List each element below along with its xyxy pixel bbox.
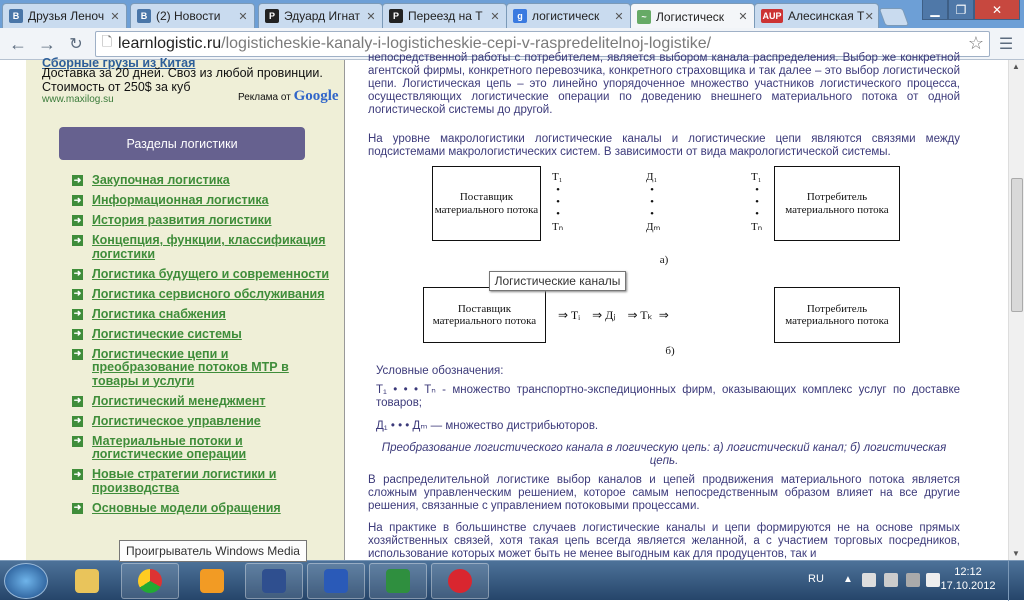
battery-icon[interactable] (906, 573, 920, 587)
tray-app-icon[interactable] (862, 573, 876, 587)
sidebar-item-label: Логистика снабжения (92, 306, 226, 321)
tab-7[interactable] (754, 3, 879, 28)
arrow-icon: ➜ (73, 308, 82, 319)
paragraph: В распределительной логистике выбор каналов и цепей продвижения материального потока является сложным управленческим решением, которое самым непосредственным образом влияет на все другие решения, связанные с управлением потоковыми процессами. (368, 474, 960, 512)
sidebar-item[interactable] (72, 328, 334, 342)
tab-3[interactable] (258, 3, 383, 28)
sidebar-item[interactable] (72, 435, 334, 462)
sidebar-item-label: Материальные потоки и логистические операции (92, 433, 247, 461)
scroll-up-icon[interactable]: ▲ (1012, 62, 1020, 71)
paragraph: непосредственной работы с потребителем, является выбором канала распределения. Выбор же конкретной агентской фирмы, конкретного перевозчика, конкретного страховщика и так далее – это выбор логистической цепи. Логистическая цепь – это линейно упорядоченное множество участников логистического процесса, осуществляющих логистические операции по доведению внешнего материального потока от одной логистической системы до другой. (368, 52, 960, 116)
excel-button[interactable] (369, 563, 427, 599)
forward-button[interactable]: → (38, 33, 56, 54)
close-icon[interactable]: ✕ (238, 10, 248, 23)
word-button[interactable] (307, 563, 365, 599)
clock[interactable] (940, 565, 996, 593)
dots: • • • (650, 184, 654, 220)
paragraph: На уровне макрологистики логистические каналы и логистические цепи являются связями между подсистемами макрологистических систем. В зависимости от вида макрологистической системы. (368, 133, 960, 158)
folder-icon (75, 569, 99, 593)
page-icon: P (265, 9, 279, 23)
network-icon[interactable] (884, 573, 898, 587)
ad-line: Доставка за 20 дней. Свoз из любой провинции. (42, 66, 323, 80)
arrow-icon: ➜ (73, 174, 82, 185)
consumer-box-b: Потребитель материального потока (774, 287, 900, 343)
tab-label: Эдуард Игнат (284, 9, 361, 23)
supplier-box-b: Поставщик материального потока (423, 287, 546, 343)
new-tab-button[interactable] (879, 8, 910, 26)
link-tooltip: Логистические каналы (489, 271, 626, 291)
close-icon[interactable]: ✕ (366, 10, 376, 23)
ad-url[interactable]: www.maxilog.su (42, 94, 114, 105)
word-icon (324, 569, 348, 593)
ad-line: Стоимость от 250$ за куб (42, 80, 191, 94)
sidebar-menu (72, 174, 334, 522)
chrome-icon (138, 569, 162, 593)
close-icon[interactable]: ✕ (614, 10, 624, 23)
tab-5[interactable] (506, 3, 631, 28)
ad-label[interactable] (238, 88, 339, 105)
wrench-icon[interactable]: ☰ (998, 36, 1014, 53)
dots: • • • (755, 184, 759, 220)
sidebar-item-label: История развития логистики (92, 213, 272, 227)
close-icon[interactable]: ✕ (738, 11, 748, 23)
chrome-button[interactable] (121, 563, 179, 599)
consumer-box-a: Потребитель материального потока (774, 166, 900, 241)
t1-label: T₁ (552, 171, 563, 183)
arrow-icon: ➜ (73, 468, 82, 479)
tab-2[interactable] (130, 3, 255, 28)
tab-1[interactable] (2, 3, 127, 28)
tray-expand-icon[interactable]: ▲ (843, 574, 853, 585)
maximize-button[interactable]: ❐ (948, 0, 974, 20)
vertical-scrollbar[interactable] (1008, 60, 1024, 560)
sidebar-item-label: Концепция, функции, классификация логистики (92, 233, 326, 261)
close-icon[interactable]: ✕ (490, 10, 500, 23)
minimize-button[interactable]: ▁ (922, 0, 948, 20)
sidebar-item-label: Логистическое управление (92, 413, 261, 428)
red-app-icon (448, 569, 472, 593)
arrow-icon: ➜ (73, 415, 82, 426)
sidebar-item-label: Информационная логистика (92, 193, 269, 207)
taskbar (0, 560, 1024, 600)
dm-label: Дₘ (646, 221, 661, 233)
close-icon[interactable]: ✕ (864, 10, 874, 23)
ad-by: Реклама от (238, 92, 291, 103)
reload-button[interactable]: ↻ (69, 36, 83, 53)
sidebar-item-label: Основные модели обращения (92, 500, 281, 515)
save-app-button[interactable] (245, 563, 303, 599)
explorer-button[interactable] (58, 563, 116, 599)
sidebar-item-label: Логистические системы (92, 326, 242, 341)
chain-label: ⇒ Tᵢ ⇒ Дⱼ ⇒ Tₖ ⇒ (558, 308, 669, 322)
tab-label: Друзья Леноч (28, 9, 105, 23)
media-player-button[interactable] (183, 563, 241, 599)
sidebar-item-label: Логистические цепи и преобразование потоков МТР в товары и услуги (92, 346, 289, 388)
arrow-icon: ➜ (73, 234, 82, 245)
google-logo: Google (293, 88, 339, 104)
clock-date: 17.10.2012 (940, 580, 996, 592)
legend-title: Условные обозначения: (376, 365, 504, 377)
dots: • • • (556, 184, 560, 220)
sidebar-item[interactable] (72, 268, 334, 282)
sidebar-item[interactable] (72, 468, 334, 495)
volume-icon[interactable] (926, 573, 940, 587)
figure-caption: Преобразование логистического канала в логическую цепь: а) логистический канал; б) логистическая цепь. (381, 442, 947, 467)
page-icon: 🗋 (101, 34, 113, 49)
media-player-icon (200, 569, 224, 593)
tab-label: Логистическ (656, 9, 725, 24)
taskbar-tooltip: Проигрыватель Windows Media (119, 540, 307, 562)
article (346, 52, 986, 560)
sidebar-item-label: Закупочная логистика (92, 173, 230, 187)
sidebar-item[interactable] (72, 194, 334, 208)
paragraph: На практике в большинстве случаев логистические каналы и цепи формируются не на основе прямых хозяйственных связей, хотя такая цепь всегда является желанной, а с участием торговых посредников, использование которых может быть не менее выгодным как для продуцентов, так и (368, 522, 960, 560)
label-b: б) (665, 345, 675, 357)
language-indicator[interactable]: RU (808, 573, 824, 585)
show-desktop-button[interactable] (1008, 561, 1024, 601)
sidebar-item[interactable] (72, 214, 334, 228)
ad-title[interactable]: Сборные грузы из Китая (42, 56, 196, 70)
arrow-icon: ➜ (73, 328, 82, 339)
ad-block[interactable] (42, 56, 342, 105)
sidebar-item[interactable] (72, 415, 334, 429)
clock-time: 12:12 (954, 566, 982, 578)
sidebar-item-label: Новые стратегии логистики и производства (92, 467, 277, 495)
excel-icon (386, 569, 410, 593)
sections-heading: Разделы логистики (59, 127, 305, 160)
vk-icon: В (9, 9, 23, 23)
aup-icon: AUP (762, 11, 782, 21)
url-domain: learnlogistic.ru (118, 35, 222, 52)
sidebar-item-label: Логистика будущего и современности (92, 266, 329, 281)
sidebar-item[interactable] (72, 348, 334, 389)
sidebar-item[interactable] (72, 288, 334, 302)
tab-label: логистическ (532, 9, 600, 23)
back-button[interactable]: ← (9, 33, 27, 54)
page-icon: P (389, 9, 403, 23)
star-icon[interactable]: ☆ (967, 33, 984, 53)
sidebar-item[interactable] (72, 234, 334, 261)
arrow-icon: ➜ (73, 194, 82, 205)
close-window-button[interactable]: ✕ (974, 0, 1020, 20)
supplier-box-a: Поставщик материального потока (432, 166, 541, 241)
arrow-icon: ➜ (73, 288, 82, 299)
url-path: /logisticheskie-kanaly-i-logisticheskie-cepi-v-raspredelitelnoj-logistike/ (221, 35, 712, 52)
sidebar-item[interactable] (72, 502, 334, 516)
tab-label: (2) Новости (156, 9, 221, 23)
arrow-icon: ➜ (73, 214, 82, 225)
tab-strip (0, 0, 1024, 28)
vk-icon: В (137, 9, 151, 23)
arrow-icon: ➜ (73, 348, 82, 359)
tn-label: Tₙ (751, 221, 763, 233)
d1-label: Д₁ (646, 171, 658, 183)
app-button[interactable] (431, 563, 489, 599)
tn-label: Tₙ (552, 221, 564, 233)
sidebar-item[interactable] (72, 395, 334, 409)
sidebar-item[interactable] (72, 174, 334, 188)
scroll-down-icon[interactable]: ▼ (1012, 549, 1020, 558)
arrow-icon: ➜ (73, 395, 82, 406)
arrow-icon: ➜ (73, 268, 82, 279)
scroll-thumb[interactable] (1011, 178, 1023, 312)
web-page (0, 52, 1008, 560)
tab-4[interactable] (382, 3, 507, 28)
floppy-icon (262, 569, 286, 593)
legend-d: Д₁ • • • Дₘ — множество дистрибьюторов. (376, 420, 599, 432)
tab-6-active[interactable] (630, 3, 755, 29)
sidebar-item-label: Логистика сервисного обслуживания (92, 286, 325, 301)
legend-t: T₁ • • • Tₙ - множество транспортно-экспедиционных фирм, оказывающих комплекс услуг по доставке товаров; (376, 384, 960, 409)
google-icon: g (513, 9, 527, 23)
t1-label: T₁ (751, 171, 762, 183)
tab-label: Переезд на Т (408, 9, 483, 23)
start-button[interactable] (4, 563, 48, 599)
close-icon[interactable]: ✕ (110, 10, 120, 23)
sidebar-item-label: Логистический менеджмент (92, 393, 266, 408)
left-sidebar (26, 56, 345, 560)
arrow-icon: ➜ (73, 502, 82, 513)
tab-label: Алесинская Т (788, 9, 865, 23)
label-a: а) (659, 254, 669, 266)
sidebar-item[interactable] (72, 308, 334, 322)
page-icon: ~ (637, 10, 651, 24)
arrow-icon: ➜ (73, 435, 82, 446)
